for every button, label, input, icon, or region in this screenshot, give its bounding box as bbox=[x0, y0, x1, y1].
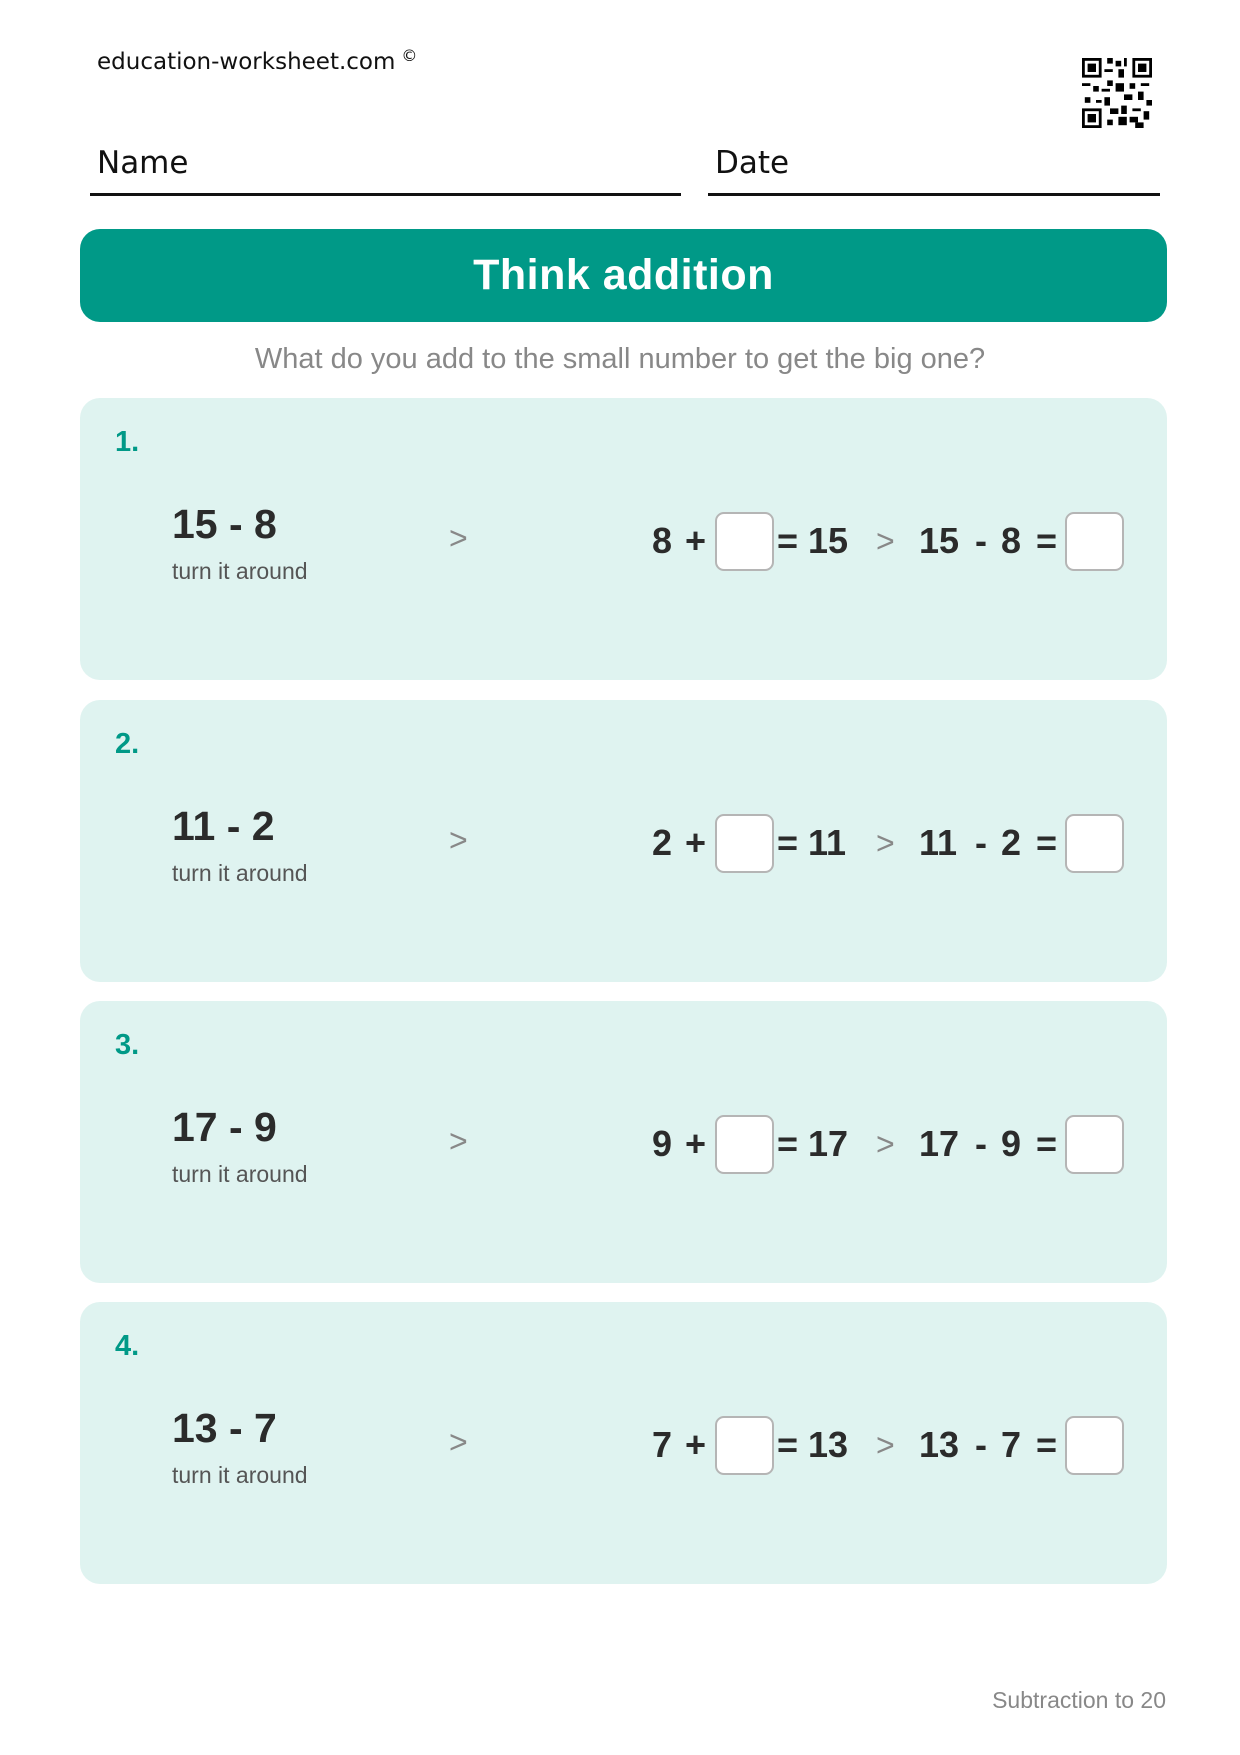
big-number: 13 bbox=[808, 1424, 849, 1465]
site-name: education-worksheet.com © bbox=[97, 46, 418, 75]
small-number: 2 bbox=[652, 822, 673, 863]
date-label: Date bbox=[715, 145, 790, 181]
problem-number: 4. bbox=[115, 1330, 140, 1362]
equals-sign: = bbox=[1036, 822, 1058, 863]
equals-sign: = bbox=[777, 520, 799, 561]
hint-text: turn it around bbox=[172, 558, 308, 584]
arrow-icon: > bbox=[449, 1123, 468, 1159]
problem-card bbox=[80, 1001, 1167, 1283]
arrow-icon: > bbox=[449, 822, 468, 858]
answer-box-addition[interactable] bbox=[715, 1416, 774, 1475]
small-number: 9 bbox=[652, 1123, 673, 1164]
equation bbox=[652, 1115, 1212, 1173]
problem-card bbox=[80, 398, 1167, 680]
hint-text: turn it around bbox=[172, 860, 308, 886]
big-number: 17 bbox=[808, 1123, 849, 1164]
small-number: 7 bbox=[652, 1424, 673, 1465]
big-number: 15 bbox=[808, 520, 849, 561]
arrow-icon: > bbox=[876, 523, 895, 559]
plus-sign: + bbox=[685, 1123, 707, 1164]
minus-sign: - bbox=[975, 1424, 987, 1465]
big-number: 17 bbox=[919, 1123, 960, 1164]
arrow-icon: > bbox=[876, 1427, 895, 1463]
small-number: 7 bbox=[1001, 1424, 1022, 1465]
minus-sign: - bbox=[975, 822, 987, 863]
name-label: Name bbox=[97, 145, 189, 181]
equation bbox=[652, 512, 1212, 570]
answer-box-addition[interactable] bbox=[715, 512, 774, 571]
equation bbox=[652, 814, 1212, 872]
plus-sign: + bbox=[685, 822, 707, 863]
problem-card bbox=[80, 700, 1167, 982]
answer-box-addition[interactable] bbox=[715, 1115, 774, 1174]
equation bbox=[652, 1416, 1212, 1474]
problem-number: 2. bbox=[115, 728, 140, 760]
problem-number: 1. bbox=[115, 426, 140, 458]
equals-sign: = bbox=[777, 1123, 799, 1164]
qr-code-icon bbox=[1082, 58, 1152, 128]
arrow-icon: > bbox=[449, 520, 468, 556]
minus-sign: - bbox=[975, 1123, 987, 1164]
equals-sign: = bbox=[1036, 1123, 1058, 1164]
plus-sign: + bbox=[685, 1424, 707, 1465]
small-number: 2 bbox=[1001, 822, 1022, 863]
arrow-icon: > bbox=[876, 1126, 895, 1162]
plus-sign: + bbox=[685, 520, 707, 561]
footer-topic: Subtraction to 20 bbox=[992, 1687, 1166, 1713]
arrow-icon: > bbox=[449, 1424, 468, 1460]
copyright-symbol: © bbox=[401, 46, 418, 65]
answer-box-subtraction[interactable] bbox=[1065, 1416, 1124, 1475]
instructions: What do you add to the small number to get the big one? bbox=[254, 343, 986, 375]
equals-sign: = bbox=[1036, 520, 1058, 561]
equals-sign: = bbox=[777, 1424, 799, 1465]
subtraction-expression: 17 - 9 bbox=[172, 1104, 277, 1150]
page-title: Think addition bbox=[473, 251, 774, 299]
small-number: 9 bbox=[1001, 1123, 1022, 1164]
minus-sign: - bbox=[975, 520, 987, 561]
answer-box-subtraction[interactable] bbox=[1065, 1115, 1124, 1174]
problem-card bbox=[80, 1302, 1167, 1584]
big-number: 11 bbox=[919, 822, 958, 863]
subtraction-expression: 11 - 2 bbox=[172, 803, 275, 849]
subtraction-expression: 13 - 7 bbox=[172, 1405, 277, 1451]
big-number: 11 bbox=[808, 822, 847, 863]
subtraction-expression: 15 - 8 bbox=[172, 501, 277, 547]
date-field[interactable] bbox=[708, 145, 1160, 196]
problem-number: 3. bbox=[115, 1029, 140, 1061]
big-number: 15 bbox=[919, 520, 960, 561]
answer-box-subtraction[interactable] bbox=[1065, 512, 1124, 571]
small-number: 8 bbox=[652, 520, 673, 561]
hint-text: turn it around bbox=[172, 1462, 308, 1488]
equals-sign: = bbox=[777, 822, 799, 863]
hint-text: turn it around bbox=[172, 1161, 308, 1187]
equals-sign: = bbox=[1036, 1424, 1058, 1465]
answer-box-addition[interactable] bbox=[715, 814, 774, 873]
big-number: 13 bbox=[919, 1424, 960, 1465]
arrow-icon: > bbox=[876, 825, 895, 861]
answer-box-subtraction[interactable] bbox=[1065, 814, 1124, 873]
small-number: 8 bbox=[1001, 520, 1022, 561]
title-banner bbox=[80, 229, 1167, 322]
name-field[interactable] bbox=[90, 145, 681, 196]
